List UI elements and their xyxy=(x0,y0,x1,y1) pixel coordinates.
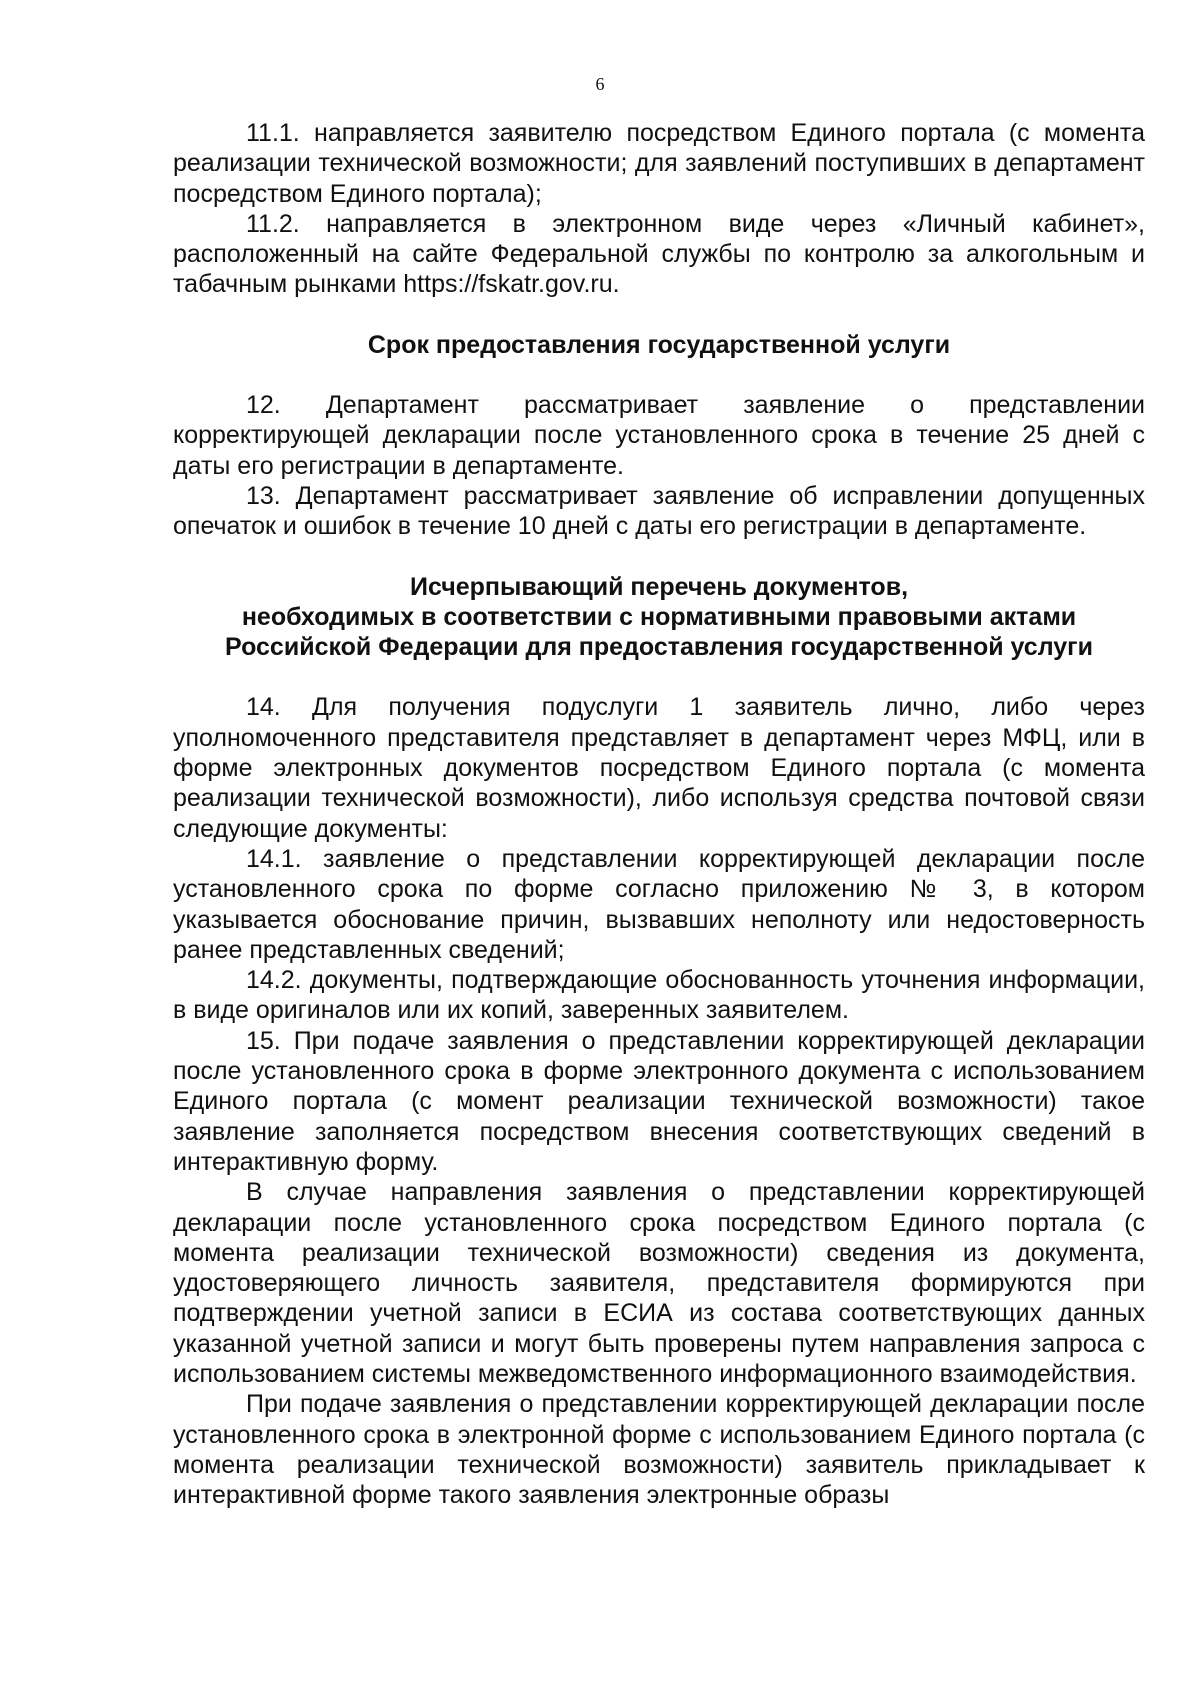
paragraph-13: 13. Департамент рассматривает заявление об исправлении допущенных опечаток и ошибок в течение 10 дней с даты его регистрации в департаменте. xyxy=(173,481,1145,541)
paragraph-12: 12. Департамент рассматривает заявление о представлении корректирующей декларации после установленного срока в течение 25 дней с даты его регистрации в департаменте. xyxy=(173,391,1145,480)
paragraph-11-2: 11.2. направляется в электронном виде через «Личный кабинет», расположенный на сайте Федеральной службы по контролю за алкогольным и табачным рынками https://fskatr.gov.ru. xyxy=(173,209,1145,299)
paragraph-14: 14. Для получения подуслуги 1 заявитель лично, либо через уполномоченного представителя представляет в департамент через МФЦ, или в форме электронных документов посредством Единого портала (с момента реализации технической возможности), либо используя средства почтовой связи следующие документы: xyxy=(173,693,1145,843)
paragraph-15-esia: В случае направления заявления о представлении корректирующей декларации после установленного срока посредством Единого портала (с момента реализации технической возможности) сведения из документа, удостоверяющего личность заявителя, представителя формируются при подтверждении учетной записи в ЕСИА из состава соответствующих данных указанной учетной записи и могут быть проверены путем направления запроса с использованием системы межведомственного информационного взаимодействия. xyxy=(173,1178,1145,1388)
paragraph-14-2: 14.2. документы, подтверждающие обоснованность уточнения информации, в виде оригиналов или их копий, заверенных заявителем. xyxy=(173,966,1145,1025)
page-number: 6 xyxy=(595,74,605,94)
paragraph-15: 15. При подаче заявления о представлении корректирующей декларации после установленного срока в форме электронного документа с использованием Единого портала (с момент реализации технической возможности) такое заявление заполняется посредством внесения соответствующих сведений в интерактивную форму. xyxy=(173,1026,1145,1176)
spacer xyxy=(173,360,1145,390)
heading-documents-line-3: Российской Федерации для предоставления государственной услуги xyxy=(225,633,1093,662)
spacer xyxy=(173,300,1145,330)
spacer xyxy=(173,662,1145,692)
paragraph-14-1: 14.1. заявление о представлении корректирующей декларации после установленного срока по форме согласно приложению № 3, в котором указывается обоснование причин, вызвавших неполноту или недостоверность ранее представленных сведений; xyxy=(173,844,1145,964)
spacer xyxy=(173,542,1145,572)
paragraph-15-attachments: При подаче заявления о представлении корректирующей декларации после установленного срока в электронной форме с использованием Единого портала (с момента реализации технической возможности) заявитель прикладывает к интерактивной форме такого заявления электронные образы xyxy=(173,1390,1145,1510)
document-body xyxy=(173,118,1145,1510)
heading-service-term: Срок предоставления государственной услуги xyxy=(367,330,951,359)
heading-documents-line-2: необходимых в соответствии с нормативными правовыми актами xyxy=(241,602,1077,631)
paragraph-11-1: 11.1. направляется заявителю посредством Единого портала (с момента реализации технической возможности; для заявлений поступивших в департамент посредством Единого портала); xyxy=(173,119,1145,208)
heading-documents-list xyxy=(173,572,1145,663)
heading-documents-line-1: Исчерпывающий перечень документов, xyxy=(409,572,909,601)
